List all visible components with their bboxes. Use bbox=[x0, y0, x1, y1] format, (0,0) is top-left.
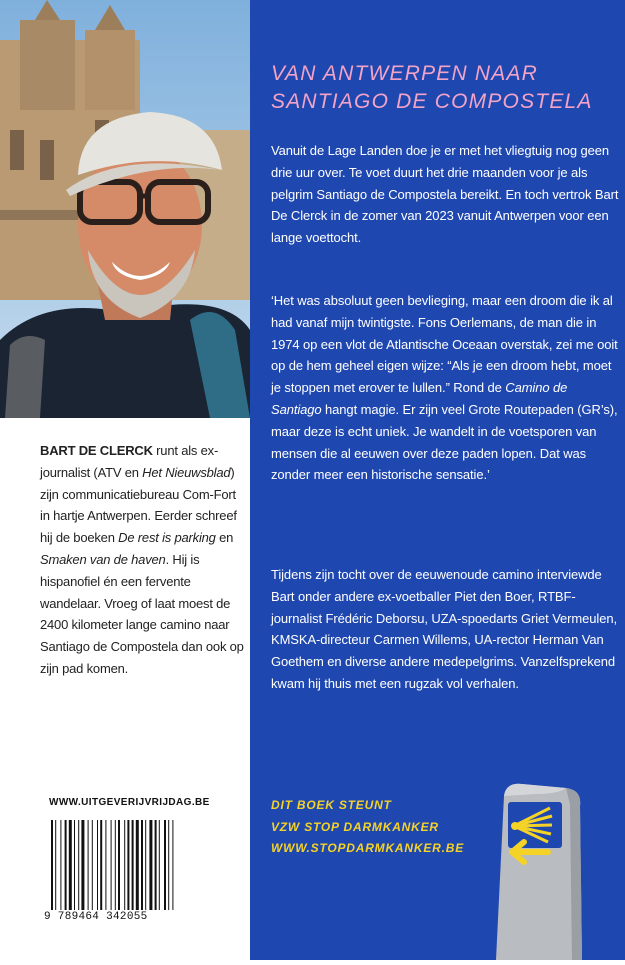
blurb-paragraph-2 bbox=[271, 290, 619, 486]
blurb-paragraph-3 bbox=[271, 564, 619, 695]
camino-title: Camino de Santiago bbox=[271, 380, 568, 417]
publisher-website: WWW.UITGEVERIJVRIJDAG.BE bbox=[49, 797, 210, 808]
bio-book-title: De rest is parking bbox=[118, 530, 216, 546]
bio-text: . Hij is hispanofiel én een fervente wandelaar. Vroeg of laat moest de 2400 kilometer lange camino naar Santiago de Compostela dan ook op zijn pad komen. bbox=[40, 551, 244, 676]
paragraph-text: Vanuit de Lage Landen doe je er met het vliegtuig nog geen drie uur over. Te voet duurt het drie maanden voor je als pelgrim Santiago de Compostela bereikt. En toch vertrok Bart De Clerck in de zomer van 2023 vanuit Antwerpen voor een lange voettocht. bbox=[271, 143, 619, 246]
paragraph-text: ‘Het was absoluut geen bevlieging, maar een droom die ik al had vanaf mijn twintigste. Fons Oerlemans, de man die in 1974 op een vlot de Atlantische Oceaan overstak, zei me ooit op de hem geheel eigen wijze: “Als je een droom hebt, moet je stoppen met erover te lullen.” Rond de bbox=[271, 293, 618, 396]
author-name: BART DE CLERCK bbox=[40, 443, 153, 458]
bio-book-title: Smaken van de haven bbox=[40, 551, 166, 567]
bio-text: runt als ex-journalist (ATV en bbox=[40, 443, 219, 480]
headline-line-2: SANTIAGO DE COMPOSTELA bbox=[271, 90, 593, 113]
bio-text: en bbox=[215, 530, 234, 546]
paragraph-text: hangt magie. Er zijn veel Grote Routepaden (GR’s), maar deze is echt uniek. Je wandelt in de voetsporen van mensen die al eeuwen over deze paden lopen. Dat was zonder meer een historische sensatie.’ bbox=[271, 401, 618, 483]
isbn-number: 9 789464 342055 bbox=[44, 911, 214, 923]
blurb-paragraph-1 bbox=[271, 140, 619, 249]
charity-support bbox=[271, 795, 464, 860]
charity-website: WWW.STOPDARMKANKER.BE bbox=[271, 841, 465, 855]
author-photo bbox=[0, 0, 250, 418]
bio-newspaper-title: Het Nieuwsblad bbox=[142, 464, 231, 480]
headline-line-1: VAN ANTWERPEN NAAR bbox=[271, 62, 539, 85]
barcode bbox=[47, 820, 205, 920]
support-line-1: DIT BOEK STEUNT bbox=[271, 798, 392, 812]
support-line-2: VZW STOP DARMKANKER bbox=[271, 819, 439, 834]
paragraph-text: Tijdens zijn tocht over de eeuwenoude camino interviewde Bart onder andere ex-voetballer Piet den Boer, RTBF-journalist Frédéric Deborsu, UZA-spoedarts Griet Vermeulen, KMSKA-directeur Carmen Willems, UA-rector Herman Van Goethem en diverse andere medepelgrims. Vanzelfsprekend kwam hij thuis met een rugzak vol verhalen. bbox=[271, 567, 617, 691]
bio-text: ) zijn communicatiebureau Com-Fort in hartje Antwerpen. Eerder schreef hij de boeken bbox=[40, 464, 237, 546]
camino-waymarker bbox=[488, 778, 625, 960]
left-panel bbox=[0, 0, 250, 960]
headline bbox=[271, 60, 611, 116]
author-bio bbox=[40, 440, 248, 680]
